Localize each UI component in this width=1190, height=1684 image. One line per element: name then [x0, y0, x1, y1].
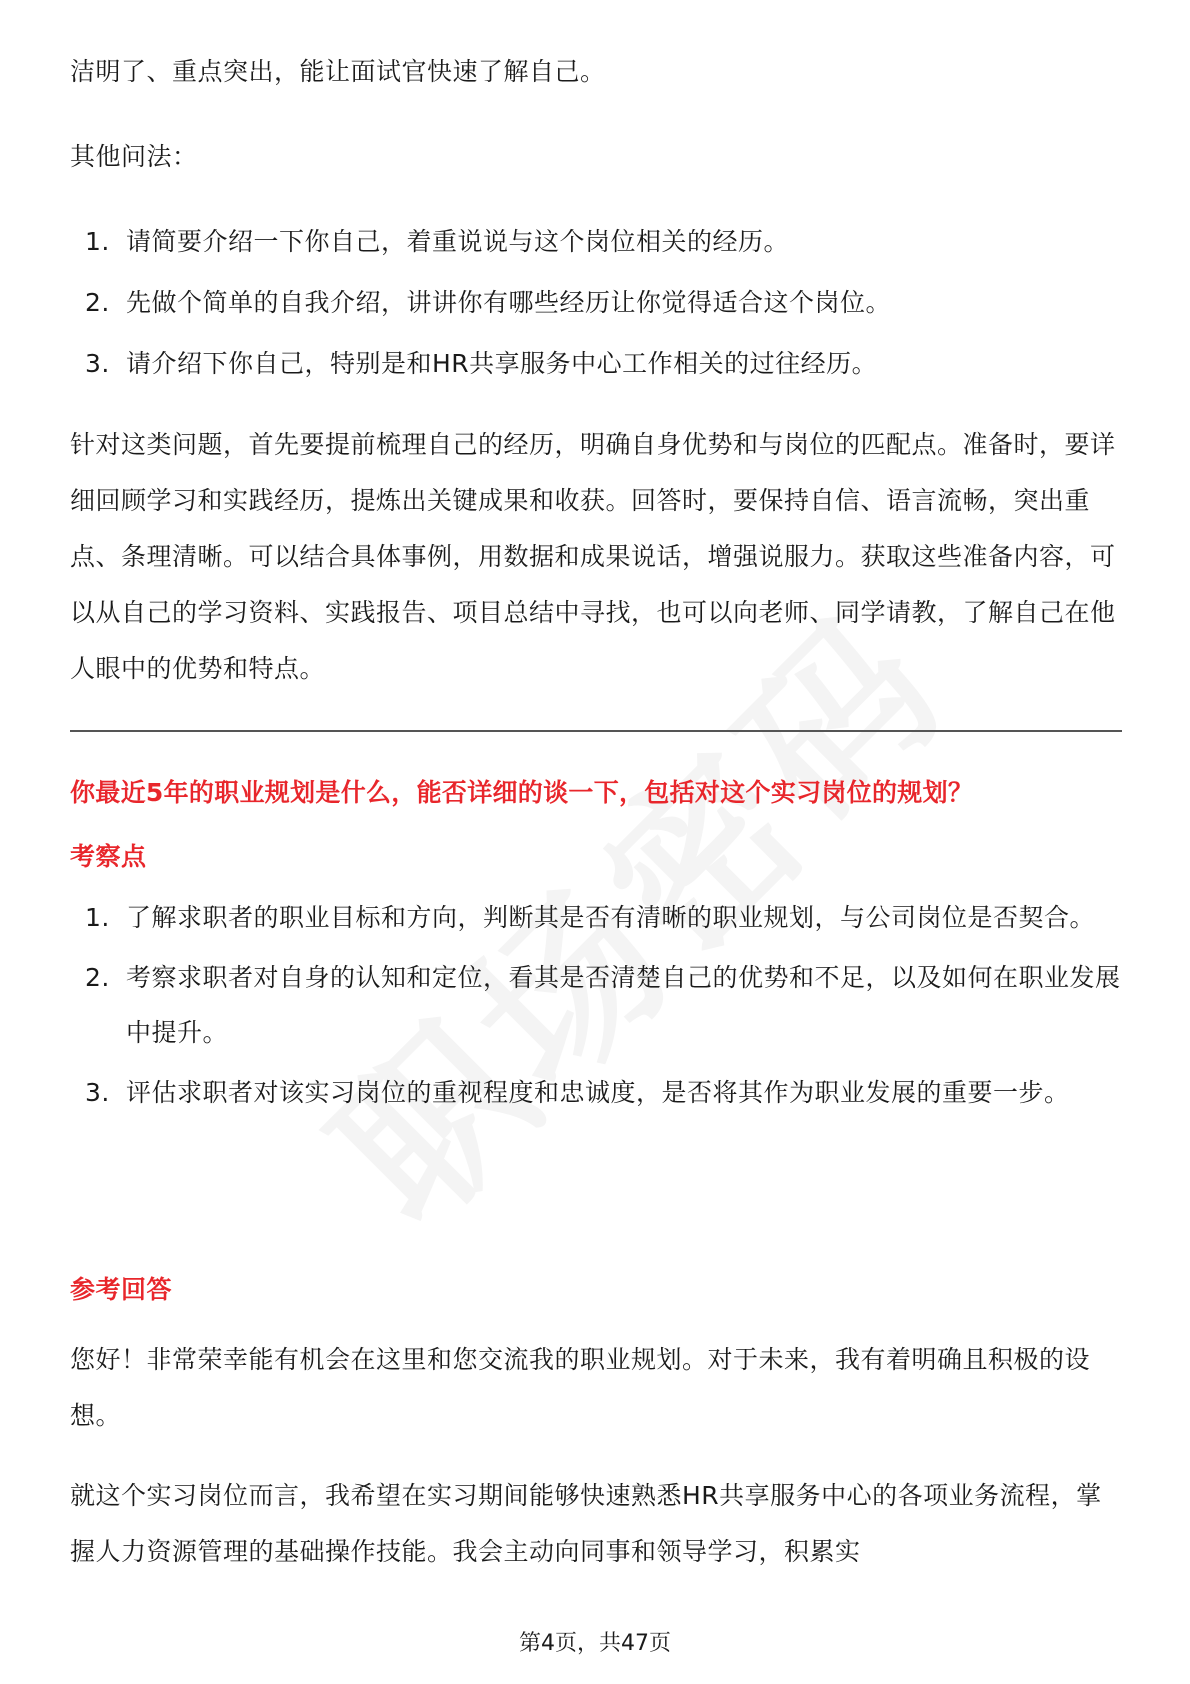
list-number: 2.	[85, 288, 110, 317]
intro-continuation: 洁明了、重点突出，能让面试官快速了解自己。	[70, 57, 606, 86]
list-text: 请简要介绍一下你自己，着重说说与这个岗位相关的经历。	[126, 227, 790, 256]
page-footer: 第4页，共47页	[519, 1631, 671, 1656]
list-number: 1.	[85, 903, 110, 932]
list-item	[70, 890, 1122, 945]
list-text: 请介绍下你自己，特别是和HR共享服务中心工作相关的过往经历。	[126, 349, 878, 378]
list-text: 先做个简单的自我介绍，讲讲你有哪些经历让你觉得适合这个岗位。	[126, 288, 892, 317]
list-number: 3.	[85, 349, 110, 378]
list-text: 了解求职者的职业目标和方向，判断其是否有清晰的职业规划，与公司岗位是否契合。	[126, 903, 1096, 932]
list-item	[70, 1065, 1122, 1120]
reference-answer-heading: 参考回答	[70, 1275, 173, 1304]
list-text: 评估求职者对该实习岗位的重视程度和忠诚度，是否将其作为职业发展的重要一步。	[126, 1078, 1070, 1107]
question-heading: 你最近5年的职业规划是什么，能否详细的谈一下，包括对这个实习岗位的规划？	[70, 778, 974, 807]
list-item	[70, 950, 1122, 1060]
reference-paragraph-2: 就这个实习岗位而言，我希望在实习期间能够快速熟悉HR共享服务中心的各项业务流程，掌握人力资源管理的基础操作技能。我会主动向同事和领导学习，积累实	[70, 1481, 1102, 1566]
section-divider	[70, 730, 1122, 732]
list-number: 1.	[85, 227, 110, 256]
list-item	[70, 275, 1122, 336]
list-text: 考察求职者对自身的认知和定位，看其是否清楚自己的优势和不足，以及如何在职业发展中提升。	[126, 963, 1121, 1047]
list-item	[70, 336, 1122, 397]
list-number: 3.	[85, 1078, 110, 1107]
answer-tip-paragraph: 针对这类问题，首先要提前梳理自己的经历，明确自身优势和与岗位的匹配点。准备时，要详细回顾学习和实践经历，提炼出关键成果和收获。回答时，要保持自信、语言流畅，突出重点、条理清晰。可以结合具体事例，用数据和成果说话，增强说服力。获取这些准备内容，可以从自己的学习资料、实践报告、项目总结中寻找，也可以向老师、同学请教，了解自己在他人眼中的优势和特点。	[70, 430, 1116, 683]
other-questions-list	[70, 214, 1122, 397]
list-item	[70, 214, 1122, 275]
reference-paragraph-1: 您好！非常荣幸能有机会在这里和您交流我的职业规划。对于未来，我有着明确且积极的设想。	[70, 1345, 1091, 1430]
other-questions-label: 其他问法：	[70, 142, 198, 171]
list-number: 2.	[85, 963, 110, 992]
check-points-heading: 考察点	[70, 842, 147, 871]
check-points-list	[70, 890, 1122, 1125]
